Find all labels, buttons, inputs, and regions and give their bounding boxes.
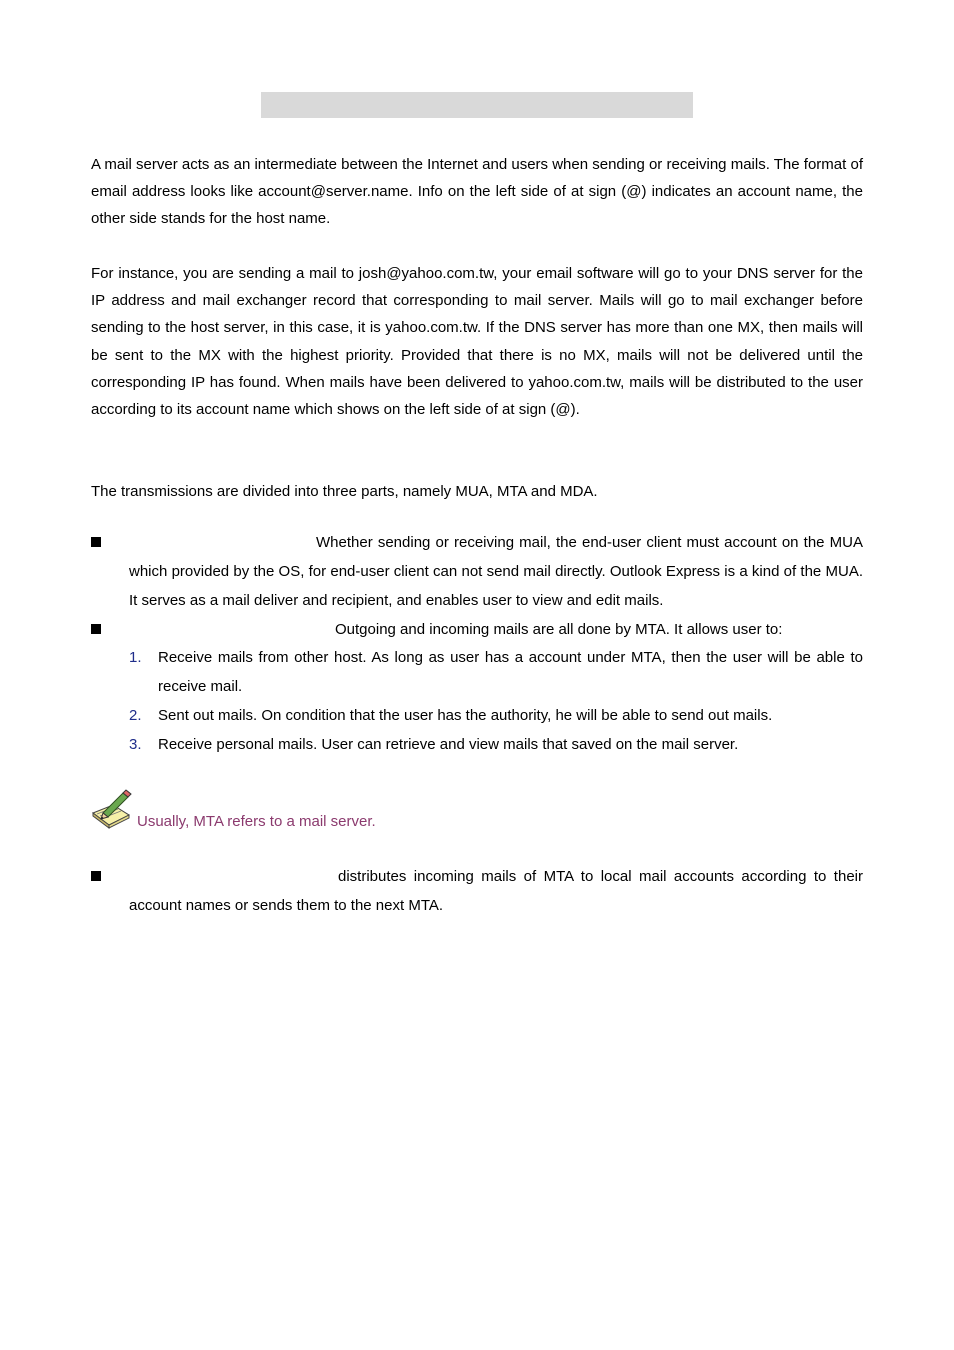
bullet-mta — [129, 615, 863, 644]
bullet-square-icon — [91, 537, 101, 547]
intro-paragraph: A mail server acts as an intermediate between the Internet and users when sending or receiving mails. The format of email address looks like account@server.name. Info on the left side of at sign (@) indicates an account name, the other side stands for the host name. — [91, 156, 863, 228]
list-item: Receive mails from other host. As long as user has a account under MTA, then the user will be able to receive mail. — [158, 649, 863, 695]
bullet-square-icon — [91, 624, 101, 634]
bullet-square-icon — [91, 871, 101, 881]
example-paragraph: For instance, you are sending a mail to josh@yahoo.com.tw, your email software will go to your DNS server for the IP address and mail exchanger record that corresponding to mail server. Mails will go to mail exchanger before sending to the host server, in this case, it is yahoo.com.tw. If the DNS server has more than one MX, then mails will be sent to the MX with the highest priority. Provided that there is no MX, mails will not be delivered until the corresponding IP has found. When mails have been delivered to yahoo.com.tw, mails will be distributed to the user according to its account name which shows on the left side of at sign (@). — [91, 265, 863, 419]
section-title-bar — [261, 92, 693, 118]
bullet-mua-text: Whether sending or receiving mail, the end-user client must account on the MUA which provided by the OS, for end-user client can not send mail directly. Outlook Express is a kind of the MUA. It serves as a mail deliver and recipient, and enables user to view and edit mails. — [129, 534, 863, 609]
bullet-mua — [129, 528, 863, 615]
list-item: Receive personal mails. User can retrieve and view mails that saved on the mail server. — [158, 736, 739, 753]
list-number: 2. — [129, 707, 142, 724]
note-text: Usually, MTA refers to a mail server. — [137, 813, 376, 830]
pencil-note-icon — [89, 787, 133, 831]
transmission-paragraph: The transmissions are divided into three parts, namely MUA, MTA and MDA. — [91, 483, 598, 500]
bullet-mta-text: Outgoing and incoming mails are all done by MTA. It allows user to: — [335, 621, 783, 638]
list-item: Sent out mails. On condition that the user has the authority, he will be able to send out mails. — [158, 707, 773, 724]
list-number: 3. — [129, 736, 142, 753]
bullet-mda-text: distributes incoming mails of MTA to local mail accounts according to their account names or sends them to the next MTA. — [129, 868, 863, 914]
list-number: 1. — [129, 649, 142, 666]
bullet-mda — [129, 862, 863, 920]
